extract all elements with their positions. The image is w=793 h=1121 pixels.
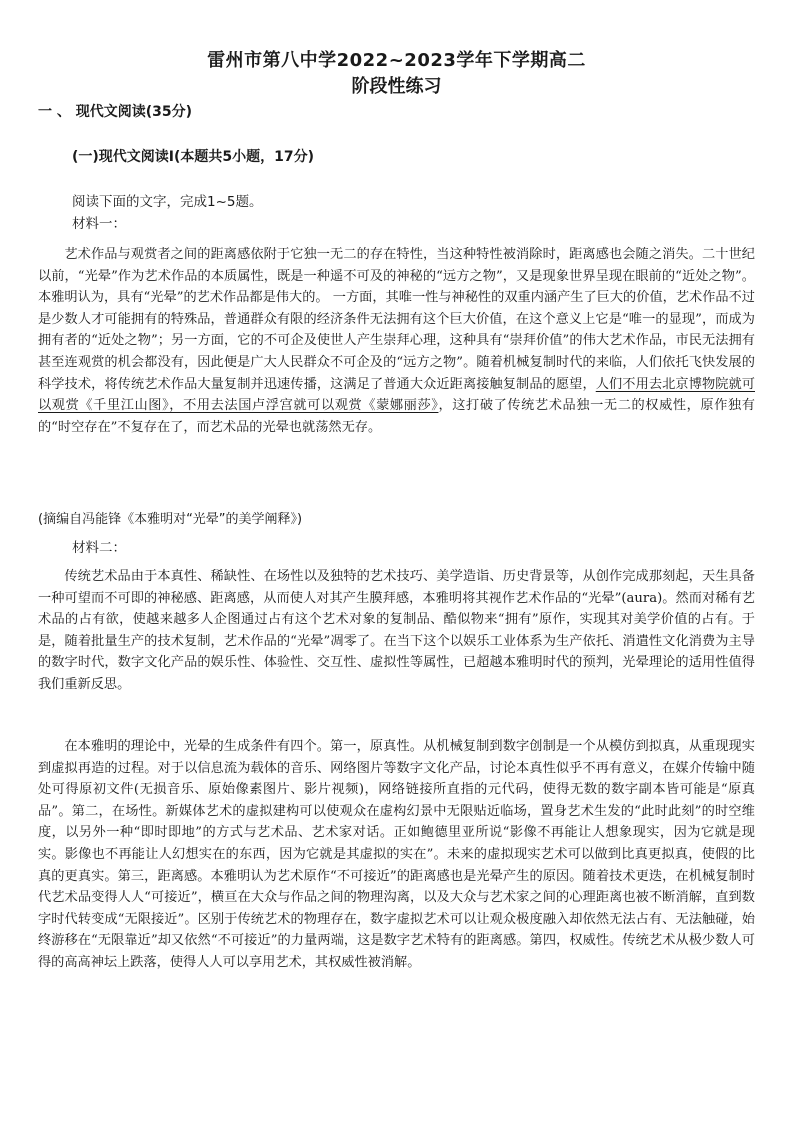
material1-paragraph (38, 244, 755, 438)
section-subheading: (一)现代文阅读Ⅰ(本题共5小题，17分) (72, 149, 315, 165)
material1-label: 材料一： (72, 216, 126, 232)
material1-text-part-b: ，这打破了传统艺术品独一无二的权威性，原作独有的“时空存在”不复存在了，而艺术品的光晕也就荡然无存。 (38, 398, 755, 435)
material1-source: (摘编自冯能锋《本雅明对“光晕”的美学阐释》) (38, 512, 303, 527)
exam-title-line1: 雷州市第八中学2022~2023学年下学期高二 (207, 50, 586, 71)
material1-underlined-sentence: 人们不用去北京博物院就可以观赏《千里江山图》，不用去法国卢浮宫就可以观赏《蒙娜丽莎》 (38, 376, 755, 414)
exam-title-line2: 阶段性练习 (351, 76, 442, 97)
material2-label: 材料二： (72, 540, 126, 556)
material1-text-part-a: 艺术作品与观赏者之间的距离感依附于它独一无二的存在特性，当这种特性被消除时，距离感也会随之消失。二十世纪以前，“光晕”作为艺术作品的本质属性，既是一种遥不可及的神秘的“远方之物”，又是现象世界呈现在眼前的“近处之物”。本雅明认为，具有“光晕”的艺术作品都是伟大的。 一方面，其唯一性与神秘性的双重内涵产生了巨大的价值，艺术作品不过是少数人才可能拥有的特殊品，普通群众有限的经济条件无法拥有这个巨大价值，在这个意义上它是“唯一的显现”，而成为拥有者的“近处之物”；另一方面，它的不可企及使世人产生崇拜心理，这种具有“崇拜价值”的伟大艺术作品，市民无法拥有甚至连观赏的机会都没有，因此便是广大人民群众不可企及的“远方之物”。随着机械复制时代的来临，人们依托飞快发展的科学技术，将传统艺术作品大量复制并迅速传播，这满足了普通大众近距离接触复制品的愿望， (38, 247, 755, 392)
material2-paragraph-1: 传统艺术品由于本真性、稀缺性、在场性以及独特的艺术技巧、美学造诣、历史背景等，从创作完成那刻起，天生具备一种可望而不可即的神秘感、距离感，从而使人对其产生膜拜感，本雅明将其视作艺术作品的“光晕”(aura)。然而对稀有艺术品的占有欲，使越来越多人企图通过占有这个艺术对象的复制品、酷似物来“拥有”原作，实现其对美学价值的占有。于是，随着批量生产的技术复制，艺术作品的“光晕”凋零了。在当下这个以娱乐工业体系为生产依托、消遣性文化消费为主导的数字时代，数字文化产品的娱乐性、体验性、交互性、虚拟性等属性，已超越本雅明时代的预判，光晕理论的适用性值得我们重新反思。 (38, 569, 755, 692)
section-heading: 一 、 现代文阅读(35分) (38, 104, 193, 120)
reading-instruction: 阅读下面的文字，完成1~5题。 (72, 194, 263, 210)
material2-paragraph-2: 在本雅明的理论中，光晕的生成条件有四个。第一，原真性。从机械复制到数字创制是一个从模仿到拟真，从重现现实到虚拟再造的过程。对于以信息流为载体的音乐、网络图片等数字文化产品，讨论本真性似乎不再有意义，在媒介传输中随处可得原初文件(无损音乐、原始像素图片、影片视频)，网络链接所直指的元代码，使得无数的数字副本皆可能是“原真品”。第二，在场性。新媒体艺术的虚拟建构可以使观众在虚构幻景中无限贴近临场，置身艺术生发的“此时此刻”的时空维度，以另外一种“即时即地”的方式与艺术品、艺术家对话。正如鲍德里亚所说“影像不再能让人想象现实，因为它就是现实。影像也不再能让人幻想实在的东西，因为它就是其虚拟的实在”。未来的虚拟现实艺术可以做到比真更拟真，使假的比真的更真实。第三，距离感。本雅明认为艺术原作“不可接近”的距离感也是光晕产生的原因。随着技术更迭，在机械复制时代艺术品变得人人“可接近”，横亘在大众与作品之间的物理沟离，以及大众与艺术家之间的心理距离也被不断消解，直到数字时代转变成“无限接近”。区别于传统艺术的物理存在，数字虚拟艺术可以让观众极度融入却依然无法占有、无法触碰，始终游移在“无限靠近”却又依然“不可接近”的力量两端，这是数字艺术特有的距离感。第四，权威性。传统艺术从极少数人可得的高高神坛上跌落，使得人人可以享用艺术，其权威性被消解。 (38, 739, 755, 970)
